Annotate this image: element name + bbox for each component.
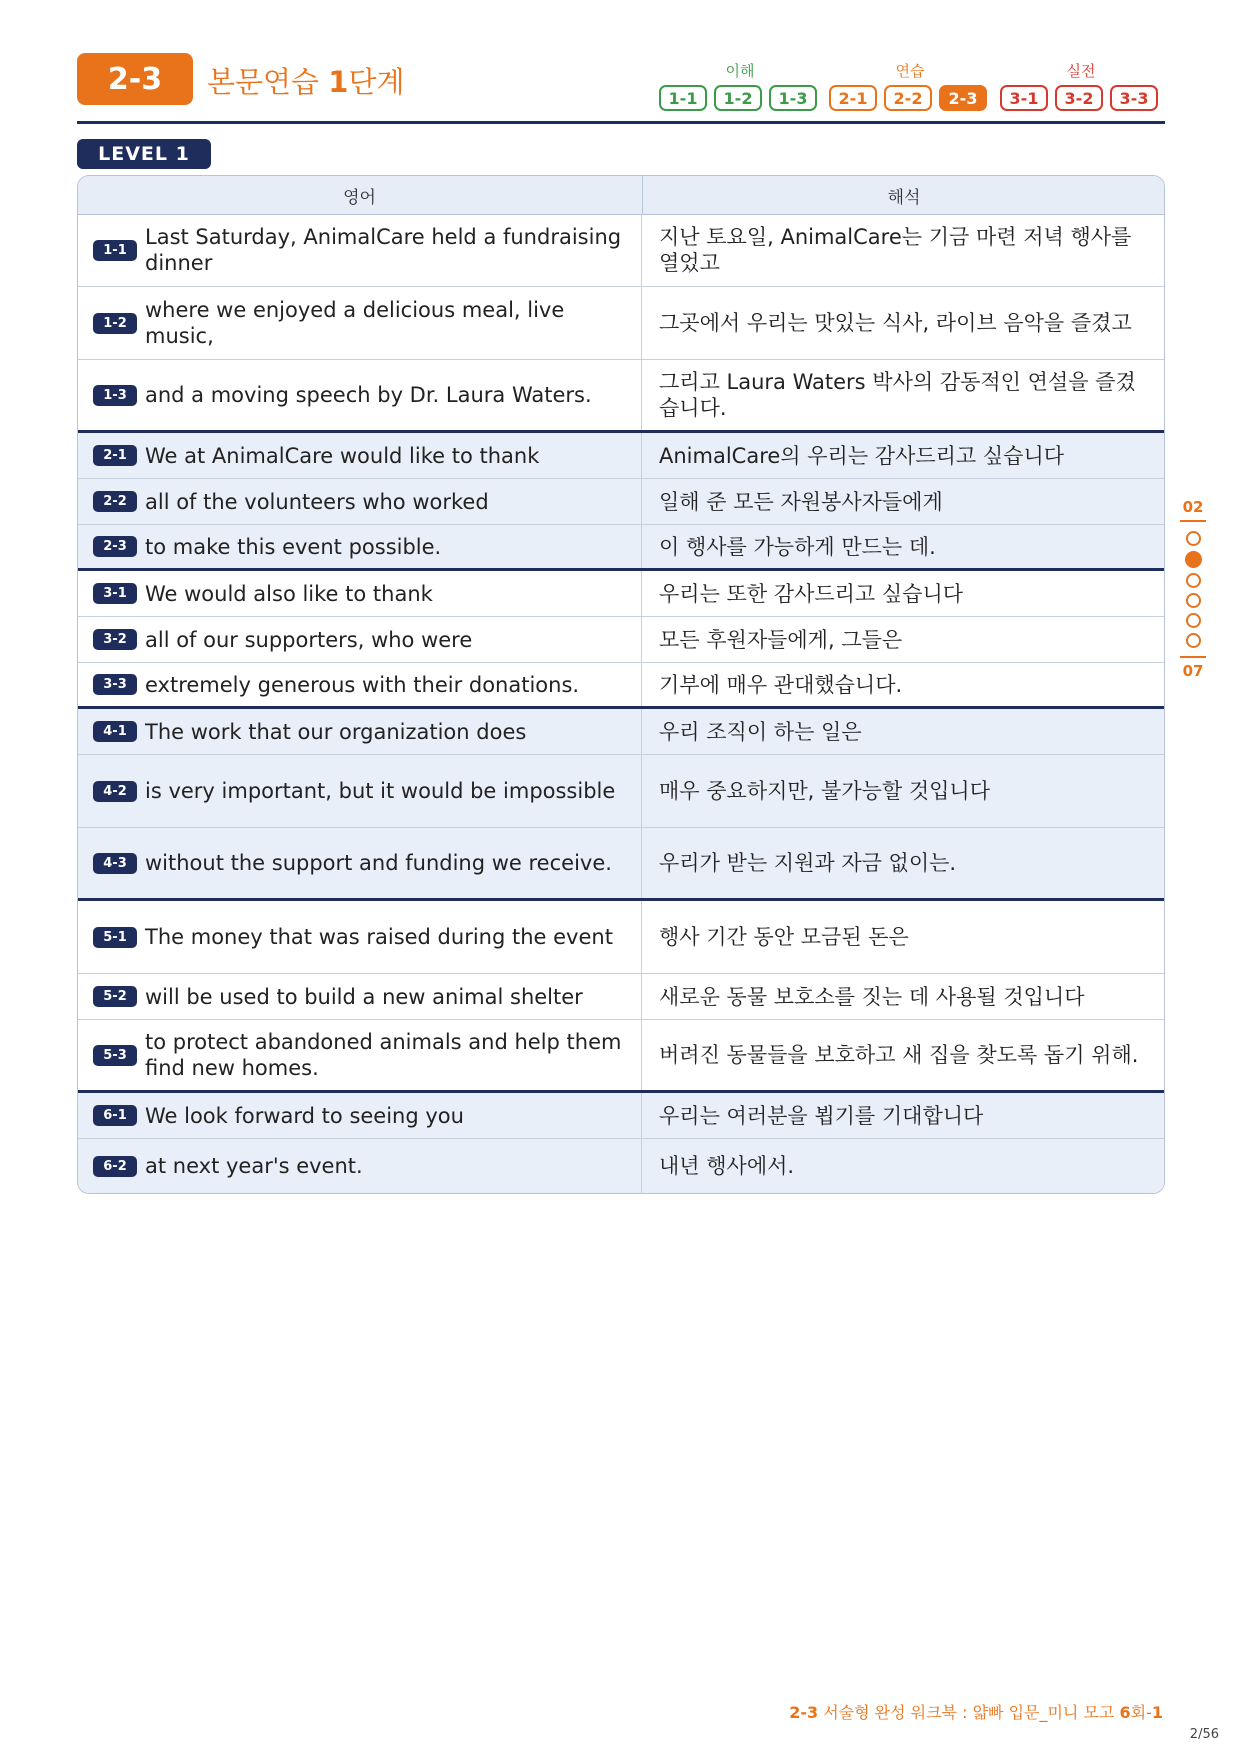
unit-badge: 2-3: [77, 53, 193, 105]
korean-cell: 행사 기간 동안 모금된 돈은: [641, 901, 1164, 973]
english-text: all of our supporters, who were: [145, 627, 473, 652]
progress-indicator: [1178, 498, 1208, 698]
progress-dot: [1186, 531, 1201, 546]
english-cell: [78, 287, 641, 359]
group-label-understanding: 이해: [725, 62, 755, 80]
page-number: 2/56: [1189, 1727, 1219, 1742]
title-text: 본문연습: [207, 65, 320, 99]
english-cell: [78, 571, 641, 616]
header-english: 영어: [343, 187, 376, 208]
chip-2-3[interactable]: 2-3: [939, 85, 987, 111]
english-text: will be used to build a new animal shelter: [145, 984, 583, 1009]
english-cell: [78, 1093, 641, 1138]
sentence-number: 6-2: [93, 1156, 137, 1177]
english-cell: [78, 433, 641, 478]
progress-dot: [1186, 633, 1201, 648]
korean-cell: AnimalCare의 우리는 감사드리고 싶습니다: [641, 433, 1164, 478]
table-row: [78, 287, 1164, 360]
korean-cell: 우리는 또한 감사드리고 싶습니다: [641, 571, 1164, 616]
english-text: We look forward to seeing you: [145, 1103, 464, 1128]
english-cell: [78, 525, 641, 568]
progress-top-line: [1180, 520, 1206, 522]
chip-3-3[interactable]: 3-3: [1110, 85, 1158, 111]
table-row: [78, 214, 1164, 287]
english-text: Last Saturday, AnimalCare held a fundraising dinner: [145, 225, 622, 275]
english-cell: [78, 901, 641, 973]
korean-cell: 버려진 동물들을 보호하고 새 집을 찾도록 돕기 위해.: [641, 1020, 1164, 1090]
korean-cell: 우리 조직이 하는 일은: [641, 709, 1164, 754]
korean-cell: 기부에 매우 관대했습니다.: [641, 663, 1164, 706]
title-suffix: 단계: [348, 65, 405, 99]
header-korean: 해석: [642, 176, 1165, 214]
table-row: [78, 1020, 1164, 1093]
level-badge: LEVEL 1: [77, 139, 211, 169]
table-row: [78, 663, 1164, 709]
table-row: [78, 1139, 1164, 1193]
table-row: [78, 360, 1164, 433]
table-row: [78, 617, 1164, 663]
sentence-number: 2-3: [93, 536, 137, 557]
progress-dot: [1186, 573, 1201, 588]
table-row: [78, 755, 1164, 828]
korean-cell: 이 행사를 가능하게 만드는 데.: [641, 525, 1164, 568]
chip-1-2[interactable]: 1-2: [714, 85, 762, 111]
sentence-number: 1-2: [93, 313, 137, 334]
progress-start-label: 02: [1182, 498, 1204, 516]
footer-round-suffix: 회-: [1130, 1703, 1152, 1722]
korean-cell: 새로운 동물 보호소를 짓는 데 사용될 것입니다: [641, 974, 1164, 1019]
korean-cell: 일해 준 모든 자원봉사자들에게: [641, 479, 1164, 524]
table-row: [78, 1093, 1164, 1139]
progress-dot-current: [1185, 551, 1202, 568]
english-text: extremely generous with their donations.: [145, 672, 580, 697]
chip-2-2[interactable]: 2-2: [884, 85, 932, 111]
english-cell: [78, 663, 641, 706]
english-text: The money that was raised during the event: [145, 925, 613, 949]
english-cell: [78, 755, 641, 827]
header-divider: [77, 121, 1165, 124]
section-navigation: [0, 58, 1241, 118]
sentence-number: 6-1: [93, 1105, 137, 1126]
english-cell: [78, 1139, 641, 1193]
table-header: [78, 176, 1164, 215]
table-row: [78, 525, 1164, 571]
english-text: is very important, but it would be impossible: [145, 779, 616, 803]
english-cell: [78, 1020, 641, 1090]
chip-2-1[interactable]: 2-1: [829, 85, 877, 111]
chip-1-1[interactable]: 1-1: [659, 85, 707, 111]
sentence-number: 5-2: [93, 986, 137, 1007]
table-row: [78, 828, 1164, 901]
chip-3-1[interactable]: 3-1: [1000, 85, 1048, 111]
korean-cell: 그곳에서 우리는 맛있는 식사, 라이브 음악을 즐겼고: [641, 287, 1164, 359]
english-text: to make this event possible.: [145, 534, 442, 559]
korean-cell: 모든 후원자들에게, 그들은: [641, 617, 1164, 662]
chip-3-2[interactable]: 3-2: [1055, 85, 1103, 111]
progress-dot: [1186, 593, 1201, 608]
sentence-number: 4-3: [93, 853, 137, 874]
sentence-number: 1-3: [93, 385, 137, 406]
table-row: [78, 709, 1164, 755]
korean-cell: 그리고 Laura Waters 박사의 감동적인 연설을 즐겼습니다.: [641, 360, 1164, 430]
english-text: where we enjoyed a delicious meal, live music,: [145, 298, 565, 348]
chip-1-3[interactable]: 1-3: [769, 85, 817, 111]
sentence-number: 3-1: [93, 583, 137, 604]
sentence-number: 2-2: [93, 491, 137, 512]
progress-end-label: 07: [1182, 662, 1204, 680]
english-text: to protect abandoned animals and help them find new homes.: [145, 1030, 622, 1080]
sentence-number: 5-1: [93, 927, 137, 948]
english-text: all of the volunteers who worked: [145, 489, 489, 514]
korean-cell: 우리는 여러분을 뵙기를 기대합니다: [641, 1093, 1164, 1138]
english-cell: [78, 360, 641, 430]
table-row: [78, 901, 1164, 974]
footer-unit: 2-3: [789, 1703, 819, 1722]
table-row: [78, 433, 1164, 479]
english-text: without the support and funding we receive.: [145, 851, 612, 875]
footer-round-num: 6: [1119, 1703, 1131, 1722]
korean-cell: 매우 중요하지만, 불가능할 것입니다: [641, 755, 1164, 827]
footer-text: 서술형 완성 워크북 : 얇빠 입문_미니 모고: [823, 1703, 1115, 1722]
english-cell: [78, 828, 641, 898]
group-label-real: 실전: [1066, 62, 1096, 80]
footer-round-part: 1: [1151, 1703, 1163, 1722]
english-cell: [78, 617, 641, 662]
table-row: [78, 571, 1164, 617]
english-cell: [78, 709, 641, 754]
english-text: We would also like to thank: [145, 581, 433, 606]
english-text: at next year's event.: [145, 1154, 363, 1178]
sentence-number: 2-1: [93, 445, 137, 466]
sentence-number: 3-2: [93, 629, 137, 650]
english-cell: [78, 214, 641, 286]
english-text: The work that our organization does: [145, 719, 527, 744]
translation-table: [77, 175, 1165, 1194]
sentence-number: 4-2: [93, 781, 137, 802]
english-cell: [78, 974, 641, 1019]
sentence-number: 5-3: [93, 1045, 137, 1066]
english-text: We at AnimalCare would like to thank: [145, 443, 540, 468]
sentence-number: 1-1: [93, 240, 137, 261]
table-row: [78, 479, 1164, 525]
sentence-number: 3-3: [93, 674, 137, 695]
english-text: and a moving speech by Dr. Laura Waters.: [145, 383, 592, 407]
korean-cell: 우리가 받는 지원과 자금 없이는.: [641, 828, 1164, 898]
korean-cell: 지난 토요일, AnimalCare는 기금 마련 저녁 행사를 열었고: [641, 214, 1164, 286]
group-label-practice: 연습: [895, 62, 925, 80]
progress-dot: [1186, 613, 1201, 628]
title-level: 1: [328, 65, 349, 99]
korean-cell: 내년 행사에서.: [641, 1139, 1164, 1193]
table-row: [78, 974, 1164, 1020]
footer-title: [789, 1700, 1163, 1723]
english-cell: [78, 479, 641, 524]
sentence-number: 4-1: [93, 721, 137, 742]
progress-bottom-line: [1180, 656, 1206, 658]
